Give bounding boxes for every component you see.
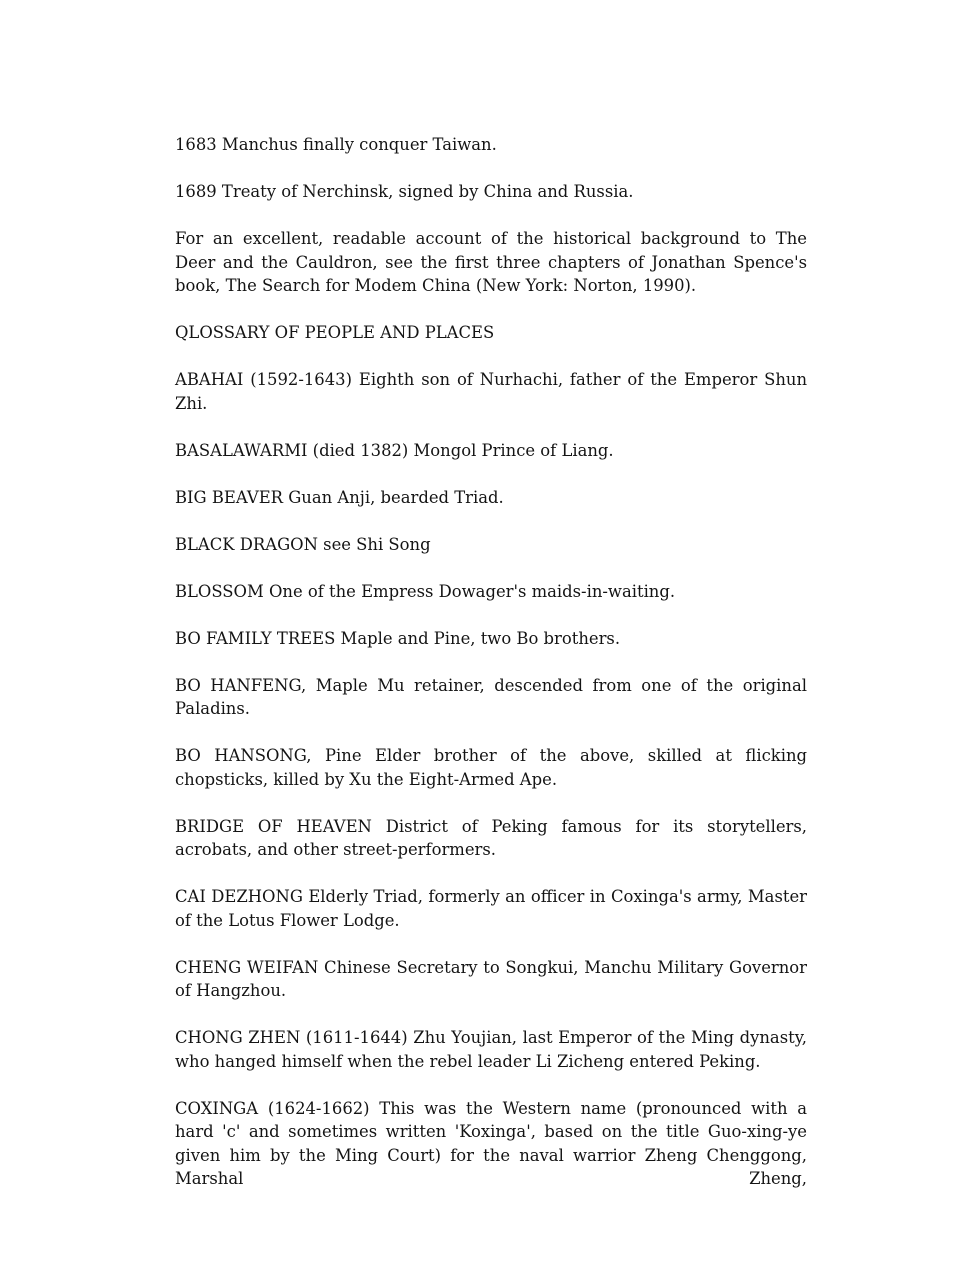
glossary-entry-big-beaver: BIG BEAVER Guan Anji, bearded Triad.	[175, 487, 504, 507]
glossary-entry-blossom: BLOSSOM One of the Empress Dowager's maids-in-waiting.	[175, 581, 676, 601]
glossary-entry-coxinga: COXINGA (1624-1662) This was the Western name (pronounced with a hard 'c' and sometimes written 'Koxinga', based on the title Guo-xing-ye given him by the Ming Court) for the naval warrior Zheng Chenggong, Marshal Zheng,	[175, 1098, 807, 1188]
glossary-heading: QLOSSARY OF PEOPLE AND PLACES	[175, 323, 495, 342]
glossary-entry-bo-hansong: BO HANSONG, Pine Elder brother of the above, skilled at flicking chopsticks, killed by Xu the Eight-Armed Ape.	[175, 746, 807, 789]
glossary-entry-chong-zhen: CHONG ZHEN (1611-1644) Zhu Youjian, last Emperor of the Ming dynasty, who hanged himself when the rebel leader Li Zicheng entered Peking.	[175, 1028, 807, 1071]
document-page	[175, 133, 807, 1214]
chronology-entry-1683: 1683 Manchus finally conquer Taiwan.	[175, 135, 497, 154]
glossary-entry-bridge-of-heaven: BRIDGE OF HEAVEN District of Peking famous for its storytellers, acrobats, and other street-performers.	[175, 816, 807, 859]
reading-note: For an excellent, readable account of the historical background to The Deer and the Cauldron, see the first three chapters of Jonathan Spence's book, The Search for Modem China (New York: Norton, 1990).	[175, 229, 807, 295]
glossary-entry-abahai: ABAHAI (1592-1643) Eighth son of Nurhachi, father of the Emperor Shun Zhi.	[175, 370, 807, 413]
glossary-entry-bo-family-trees: BO FAMILY TREES Maple and Pine, two Bo brothers.	[175, 628, 621, 648]
chronology-entry-1689: 1689 Treaty of Nerchinsk, signed by China and Russia.	[175, 182, 634, 201]
glossary-entry-bo-hanfeng: BO HANFENG, Maple Mu retainer, descended from one of the original Paladins.	[175, 675, 807, 718]
glossary-entry-cheng-weifan: CHENG WEIFAN Chinese Secretary to Songkui, Manchu Military Governor of Hangzhou.	[175, 957, 807, 1000]
glossary-entry-cai-dezhong: CAI DEZHONG Elderly Triad, formerly an officer in Coxinga's army, Master of the Lotus Flower Lodge.	[175, 887, 807, 930]
glossary-entry-basalawarmi: BASALAWARMI (died 1382) Mongol Prince of Liang.	[175, 440, 614, 460]
glossary-entry-black-dragon: BLACK DRAGON see Shi Song	[175, 534, 431, 554]
